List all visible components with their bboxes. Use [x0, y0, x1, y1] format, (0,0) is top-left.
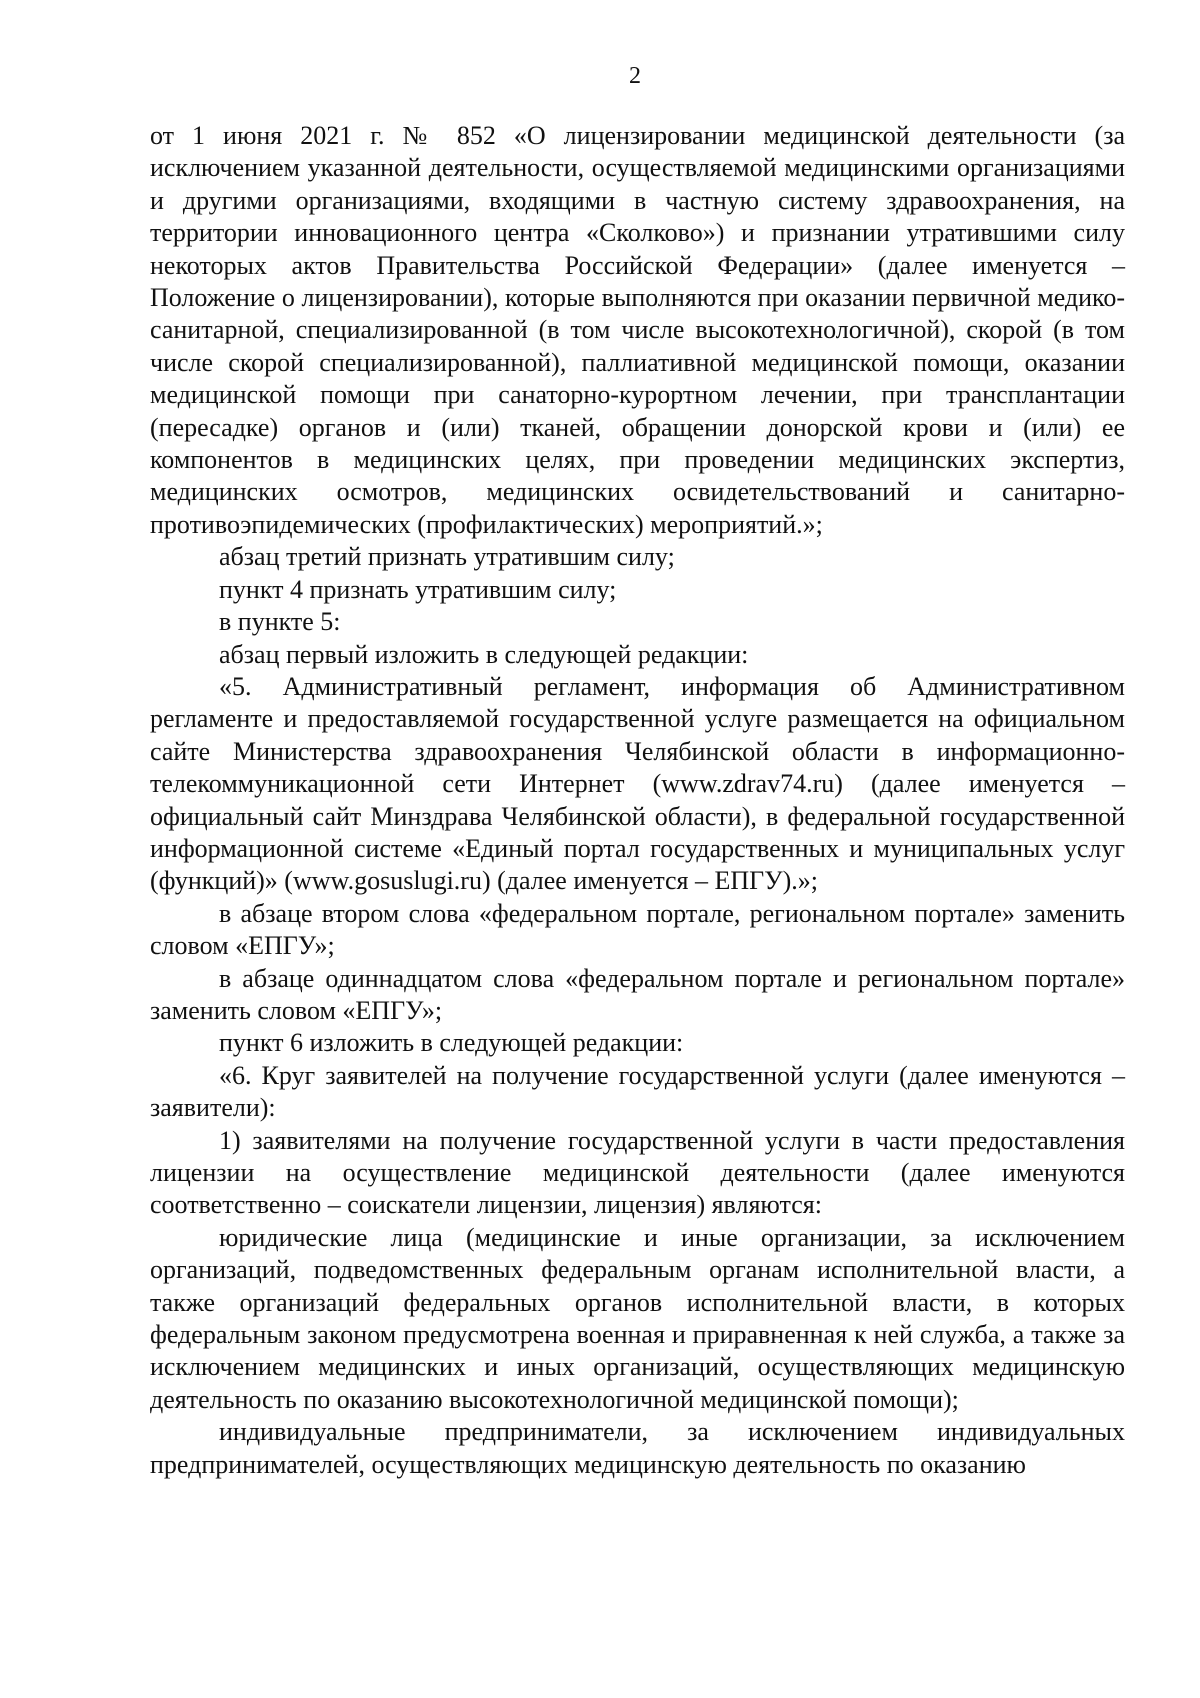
paragraph-p13: индивидуальные предприниматели, за исключением индивидуальных предпринимателей, осуществляющих медицинскую деятельность по оказанию [150, 1417, 1125, 1479]
paragraph-p1: от 1 июня 2021 г. № 852 «О лицензировании медицинской деятельности (за исключением указанной деятельности, осуществляемой медицинскими организациями и другими организациями, входящими в частную систему здравоохранения, на территории инновационного центра «Сколково») и признании утратившими силу некоторых актов Правительства Российской Федерации» (далее именуется – Положение о лицензировании), которые выполняются при оказании первичной медико-санитарной, специализированной (в том числе высокотехнологичной), скорой (в том числе скорой специализированной), паллиативной медицинской помощи, оказании медицинской помощи при санаторно-курортном лечении, при трансплантации (пересадке) органов и (или) тканей, обращении донорской крови и (или) ее компонентов в медицинских целях, при проведении медицинских экспертиз, медицинских осмотров, медицинских освидетельствований и санитарно-противоэпидемических (профилактических) мероприятий.»; [150, 121, 1125, 539]
paragraph-p5: абзац первый изложить в следующей редакции: [219, 639, 749, 669]
paragraph-p10: «6. Круг заявителей на получение государственной услуги (далее именуются – заявители): [150, 1060, 1125, 1123]
paragraph-p12: юридические лица (медицинские и иные организации, за исключением организаций, подведомственных федеральным органам исполнительной власти, а также организаций федеральных органов исполнительной власти, в которых федеральным законом предусмотрена военная и приравненная к ней служба, а также за исключением медицинских и иных организаций, осуществляющих медицинскую деятельность по оказанию высокотехнологичной медицинской помощи); [150, 1222, 1125, 1414]
paragraph-p3: пункт 4 признать утратившим силу; [219, 574, 617, 604]
page-number: 2 [629, 63, 641, 89]
paragraph-p7: в абзаце втором слова «федеральном портале, региональном портале» заменить словом «ЕПГУ»; [150, 898, 1125, 961]
paragraph-p8: в абзаце одиннадцатом слова «федеральном портале и региональном портале» заменить словом «ЕПГУ»; [150, 963, 1125, 1025]
paragraph-p4: в пункте 5: [219, 607, 341, 637]
paragraph-p11: 1) заявителями на получение государственной услуги в части предоставления лицензии на осуществление медицинской деятельности (далее именуются соответственно – соискатели лицензии, лицензия) являются: [150, 1125, 1125, 1220]
paragraph-p2: абзац третий признать утратившим силу; [219, 542, 675, 572]
paragraph-p6: «5. Административный регламент, информация об Административном регламенте и предоставляемой государственной услуге размещается на официальном сайте Министерства здравоохранения Челябинской области в информационно-телекоммуникационной сети Интернет (www.zdrav74.ru) (далее именуется – официальный сайт Минздрава Челябинской области), в федеральной государственной информационной системе «Единый портал государственных и муниципальных услуг (функций)» (www.gosuslugi.ru) (далее именуется – ЕПГУ).»; [150, 671, 1125, 896]
paragraph-p9: пункт 6 изложить в следующей редакции: [219, 1028, 684, 1058]
document-body [150, 120, 1125, 1481]
